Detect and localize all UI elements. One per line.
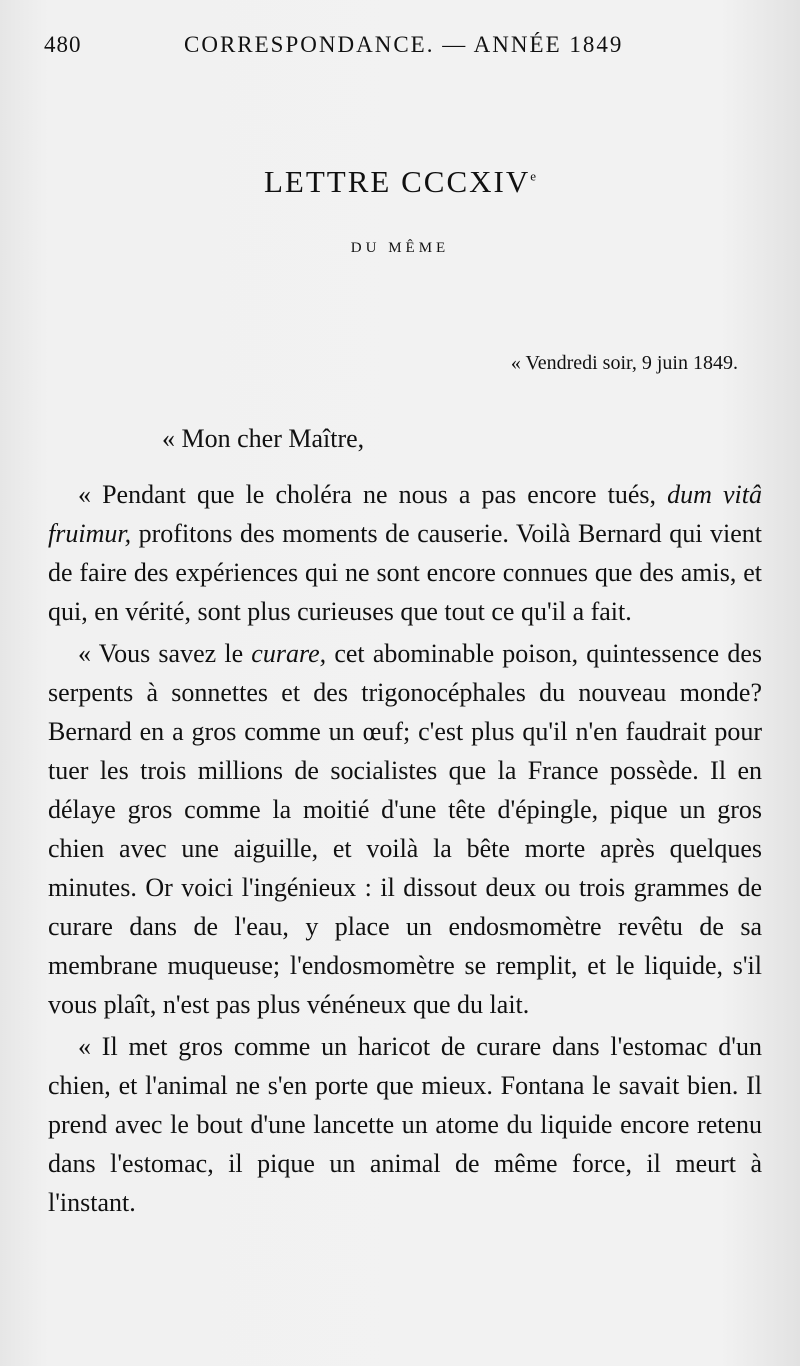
page-number: 480 bbox=[44, 32, 82, 57]
paragraph-2-curare-term: curare, bbox=[251, 639, 327, 668]
letter-body bbox=[48, 475, 762, 1225]
paragraph-1 bbox=[48, 475, 762, 631]
letter-salutation: « Mon cher Maître, bbox=[162, 424, 365, 453]
letter-dateline: « Vendredi soir, 9 juin 1849. bbox=[510, 352, 738, 374]
running-title: CORRESPONDANCE. — ANNÉE 1849 bbox=[184, 32, 624, 57]
paragraph-2-text-c: cet abominable poison, quintessence des serpents à sonnettes et des trigonocéphales du nouveau monde? Bernard en a gros comme un œuf; c'est plus qu'il n'en faudrait pour tuer les trois millions de socialistes que la France possède. Il en délaye gros comme la moitié d'une tête d'épingle, pique un gros chien avec une aiguille, et voilà la bête morte après quelques minutes. Or voici l'ingénieux : il dissout deux ou trois grammes de curare dans de l'eau, y place un endosmomètre revêtu de sa membrane muqueuse; l'endosmomètre se remplit, et le liquide, s'il vous plaît, n'est pas plus vénéneux que du lait. bbox=[48, 639, 762, 1019]
paragraph-1-text-c: profitons des moments de causerie. Voilà Bernard qui vient de faire des expériences qui ne sont encore connues que des amis, et qui, en vérité, sont plus curieuses que tout ce qu'il a fait. bbox=[48, 519, 762, 626]
paragraph-3: « Il met gros comme un haricot de curare dans l'estomac d'un chien, et l'animal ne s'en porte que mieux. Fontana le savait bien. Il prend avec le bout d'une lancette un atome du liquide encore retenu dans l'estomac, il pique un animal de même force, il meurt à l'instant. bbox=[48, 1032, 762, 1217]
paragraph-2-text-a: « Vous savez le bbox=[78, 639, 252, 668]
paragraph-1-latin-phrase: dum vitâ fruimur, bbox=[48, 480, 762, 548]
letter-title-text: LETTRE CCCXIV bbox=[263, 164, 531, 199]
paragraph-1-text-a: « Pendant que le choléra ne nous a pas encore tués, bbox=[78, 480, 668, 509]
paragraph-2 bbox=[48, 634, 762, 1024]
letter-title-suffix: e bbox=[530, 168, 537, 184]
letter-subtitle: DU MÊME bbox=[350, 240, 450, 256]
running-header bbox=[44, 32, 764, 62]
letter-title bbox=[0, 164, 800, 200]
